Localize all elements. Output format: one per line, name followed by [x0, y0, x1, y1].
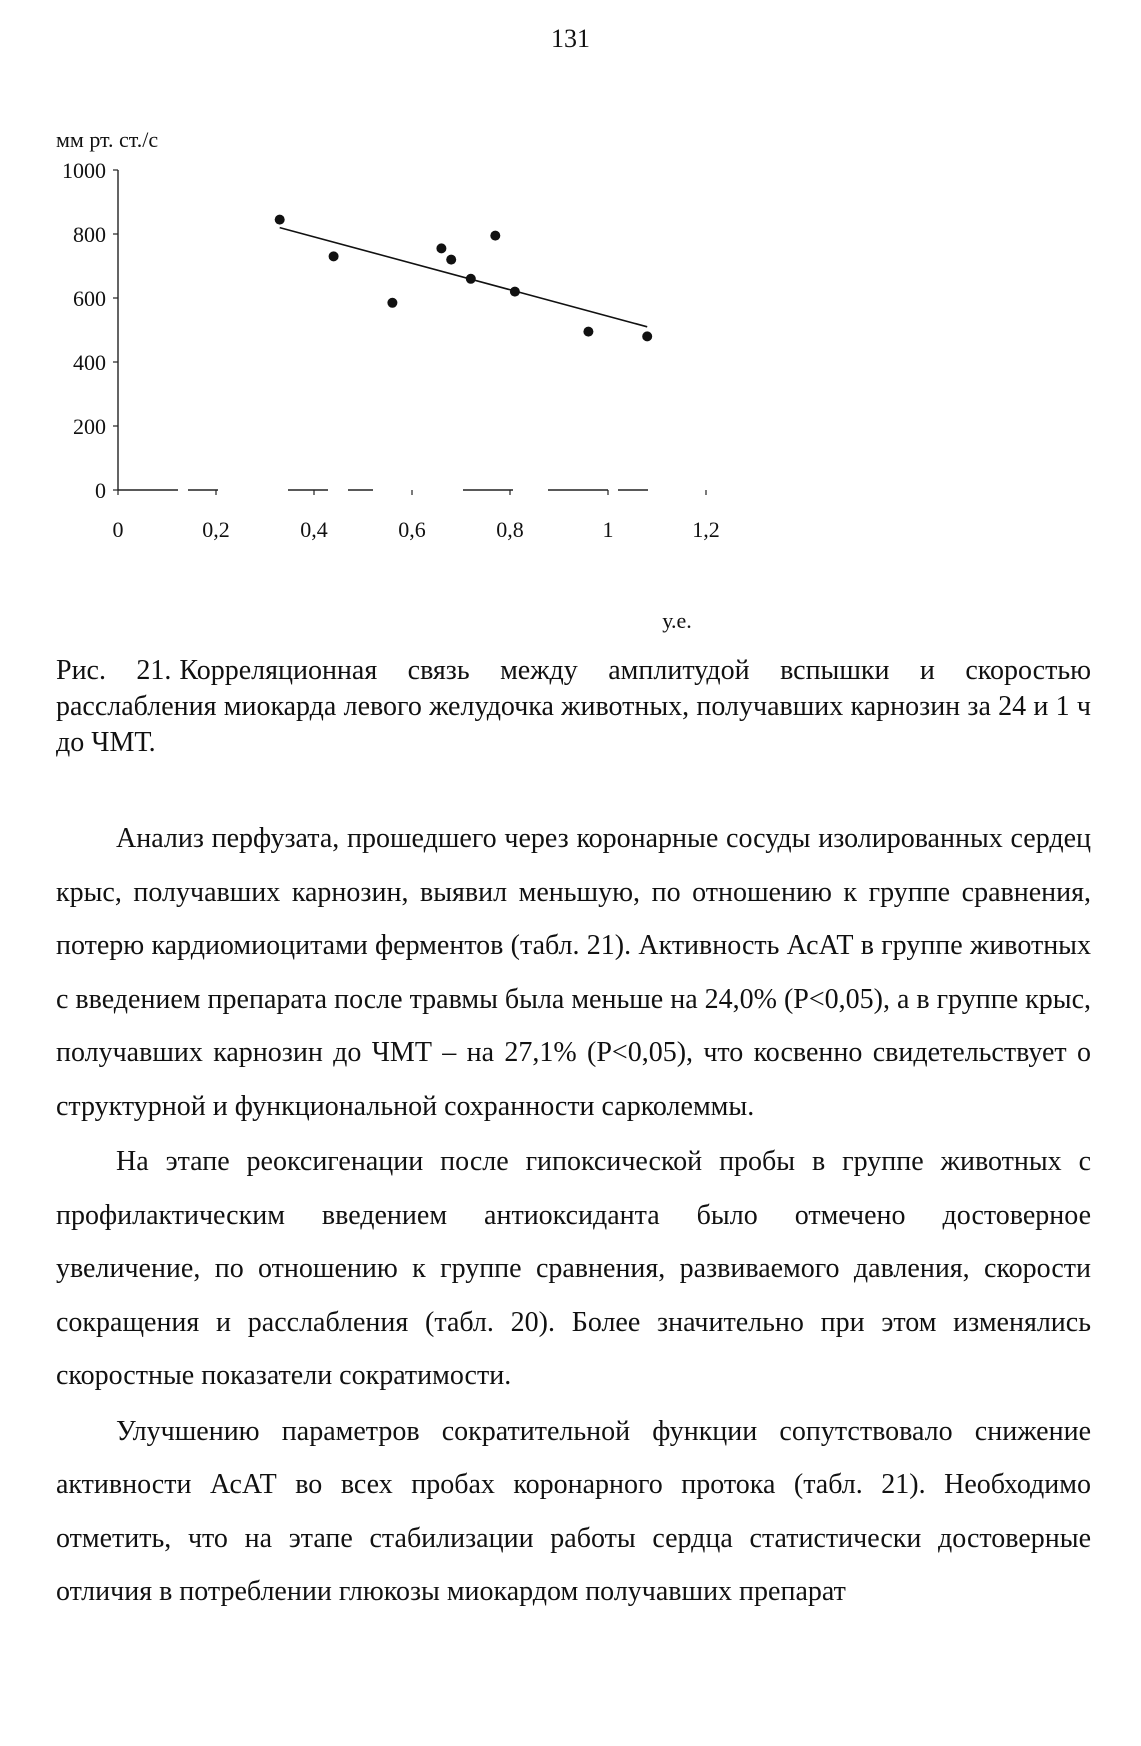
data-point: [510, 287, 520, 297]
x-tick-label: 0,8: [496, 517, 524, 542]
scatter-chart: [50, 125, 750, 645]
body-text: [56, 812, 1091, 1621]
y-tick-label: 1000: [62, 158, 106, 183]
x-tick-label: 0,6: [398, 517, 426, 542]
y-axis-label: мм рт. ст./с: [56, 127, 159, 152]
data-point: [329, 251, 339, 261]
x-tick-label: 1: [602, 517, 614, 542]
data-point: [642, 331, 652, 341]
y-tick-label: 400: [73, 350, 106, 375]
data-point: [490, 231, 500, 241]
y-tick-label: 200: [73, 414, 106, 439]
page-number: 131: [551, 24, 590, 53]
y-tick-label: 600: [73, 286, 106, 311]
x-tick-label: 1,2: [692, 517, 720, 542]
x-axis-label: у.е.: [662, 608, 692, 633]
x-axis-ticks: [113, 490, 720, 542]
figure-caption: [56, 653, 1091, 761]
y-tick-label: 0: [95, 478, 106, 503]
trend-line: [280, 228, 648, 327]
data-point: [436, 243, 446, 253]
data-point: [583, 327, 593, 337]
figure-caption-text: Корреляционная связь между амплитудой вспышки и скоростью расслабления миокарда левого желудочка животных, получавших карнозин за 24 и 1 ч до ЧМТ.: [56, 655, 1092, 758]
data-point: [466, 274, 476, 284]
data-point: [446, 255, 456, 265]
x-tick-label: 0,2: [202, 517, 230, 542]
y-axis-ticks: [62, 158, 118, 503]
data-point: [275, 215, 285, 225]
x-tick-label: 0: [112, 517, 124, 542]
data-point: [387, 298, 397, 308]
x-tick-label: 0,4: [300, 517, 328, 542]
paragraph: Улучшению параметров сократительной функции сопутствовало снижение активности АсАТ во всех пробах коронарного протока (табл. 21). Необходимо отметить, что на этапе стабилизации работы сердца статистически достоверные отличия в потреблении глюкозы миокардом получавших препарат: [56, 1415, 1091, 1607]
figure-caption-label: Рис. 21.: [56, 655, 172, 686]
y-tick-label: 800: [73, 222, 106, 247]
paragraph: На этапе реоксигенации после гипоксической пробы в группе животных с профилактическим введением антиоксиданта было отмечено достоверное увеличение, по отношению к группе сравнения, развиваемого давления, скорости сокращения и расслабления (табл. 20). Более значительно при этом изменялись скоростные показатели сократимости.: [56, 1146, 1091, 1391]
paragraph: Анализ перфузата, прошедшего через коронарные сосуды изолированных сердец крыс, получавших карнозин, выявил меньшую, по отношению к группе сравнения, потерю кардиомиоцитами ферментов (табл. 21). Активность АсАТ в группе животных с введением препарата после травмы была меньше на 24,0% (P<0,05), а в группе крыс, получавших карнозин до ЧМТ – на 27,1% (P<0,05), что косвенно свидетельствует о структурной и функциональной сохранности сарколеммы.: [56, 823, 1091, 1122]
